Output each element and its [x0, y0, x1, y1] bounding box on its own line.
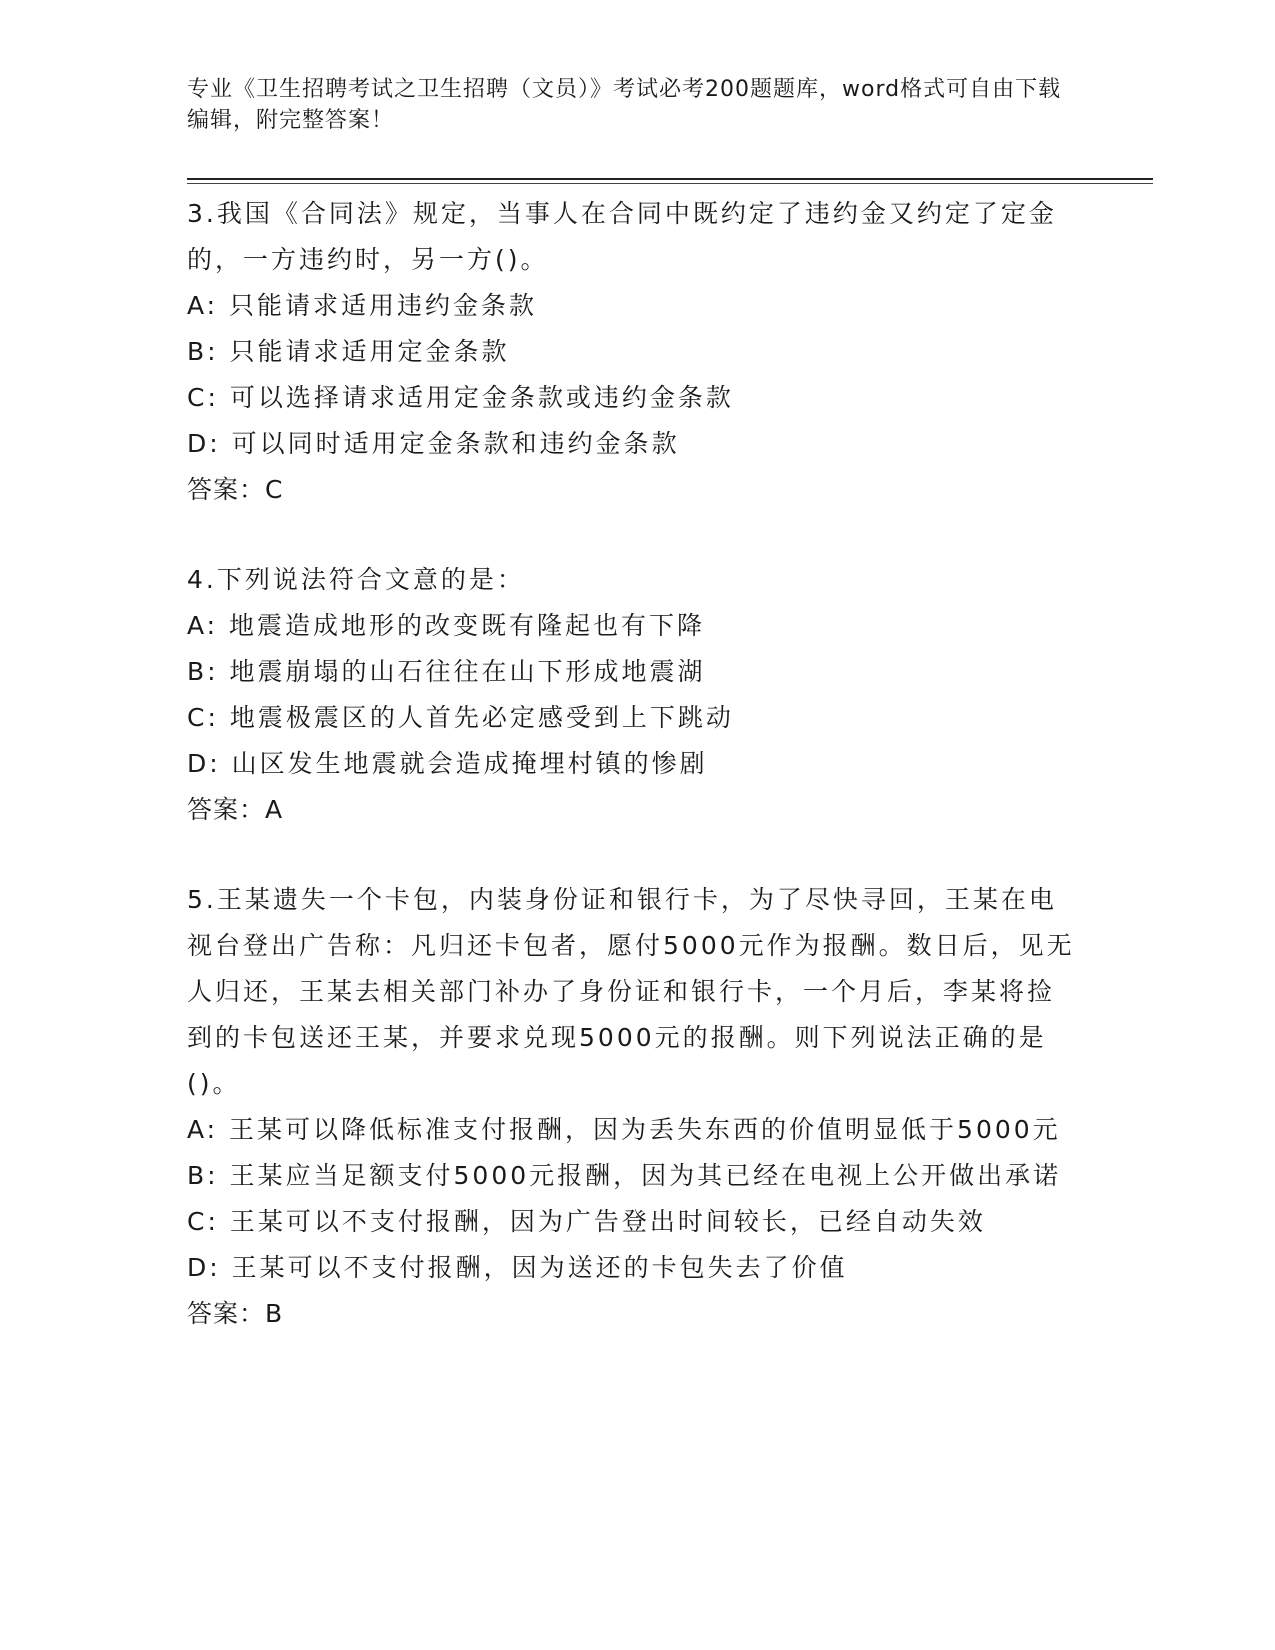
- question-spacer: [187, 513, 1077, 557]
- option-b: B: 地震崩塌的山石往往在山下形成地震湖: [187, 657, 706, 686]
- question-list: [187, 191, 1077, 1337]
- header-rule-thick: [187, 178, 1153, 180]
- option-c: C: 地震极震区的人首先必定感受到上下跳动: [187, 703, 734, 732]
- option-b: B: 只能请求适用定金条款: [187, 337, 510, 366]
- question-stem: 4.下列说法符合文意的是：: [187, 565, 525, 594]
- option-c: C: 可以选择请求适用定金条款或违约金条款: [187, 383, 734, 412]
- option-d: D: 山区发生地震就会造成掩埋村镇的惨剧: [187, 749, 708, 778]
- header-rule-thin: [187, 183, 1153, 184]
- question-5: [187, 877, 1077, 1337]
- question-spacer: [187, 833, 1077, 877]
- document-header: 专业《卫生招聘考试之卫生招聘（文员）》考试必考200题题库，word格式可自由下载编辑，附完整答案！: [187, 77, 1062, 133]
- answer-line: 答案：B: [187, 1299, 284, 1328]
- question-stem: 5.王某遗失一个卡包，内装身份证和银行卡，为了尽快寻回，王某在电视台登出广告称：凡归还卡包者，愿付5000元作为报酬。数日后，见无人归还，王某去相关部门补办了身份证和银行卡，一个月后，李某将捡到的卡包送还王某，并要求兑现5000元的报酬。则下列说法正确的是()。: [187, 885, 1075, 1098]
- option-a: A: 王某可以降低标准支付报酬，因为丢失东西的价值明显低于5000元: [187, 1115, 1061, 1144]
- option-d: D: 可以同时适用定金条款和违约金条款: [187, 429, 680, 458]
- question-stem: 3.我国《合同法》规定，当事人在合同中既约定了违约金又约定了定金的，一方违约时，另一方()。: [187, 199, 1057, 274]
- option-d: D: 王某可以不支付报酬，因为送还的卡包失去了价值: [187, 1253, 848, 1282]
- option-a: A: 只能请求适用违约金条款: [187, 291, 538, 320]
- question-3: [187, 191, 1077, 513]
- option-a: A: 地震造成地形的改变既有隆起也有下降: [187, 611, 706, 640]
- answer-line: 答案：C: [187, 475, 284, 504]
- question-4: [187, 557, 1077, 833]
- option-c: C: 王某可以不支付报酬，因为广告登出时间较长，已经自动失效: [187, 1207, 986, 1236]
- option-b: B: 王某应当足额支付5000元报酬，因为其已经在电视上公开做出承诺: [187, 1161, 1062, 1190]
- answer-line: 答案：A: [187, 795, 284, 824]
